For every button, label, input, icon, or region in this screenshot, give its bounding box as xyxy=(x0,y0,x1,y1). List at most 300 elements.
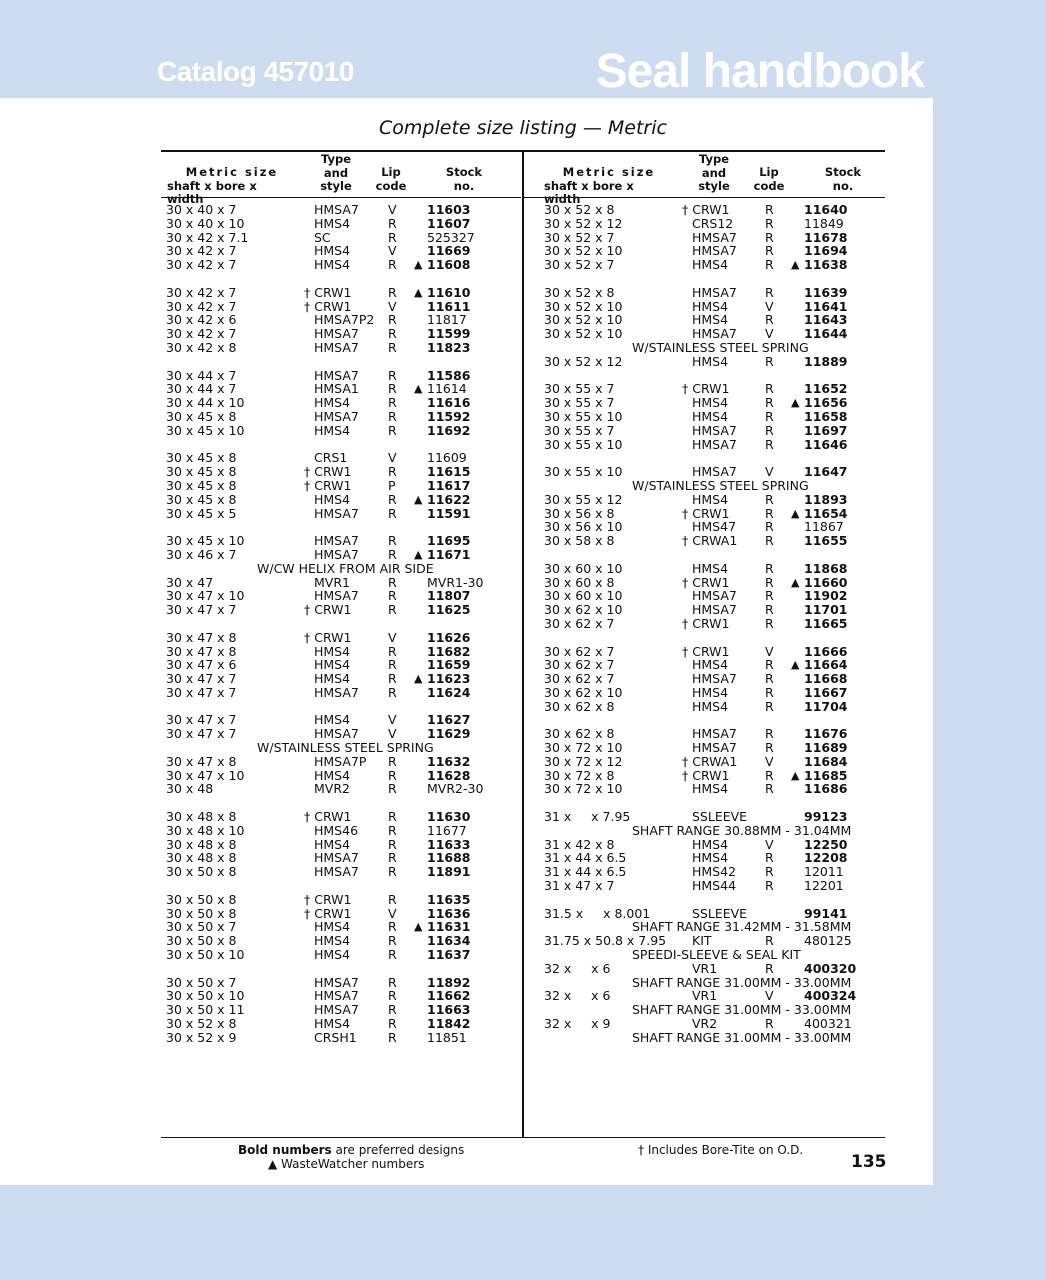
type-style: HMSA7 xyxy=(314,726,359,742)
stock-number: 11701 xyxy=(804,602,848,618)
type-style: HMS4 xyxy=(692,298,729,314)
lip-code: R xyxy=(388,588,397,604)
lip-code: R xyxy=(388,781,397,797)
table-row xyxy=(161,934,522,948)
type-style: † CRW1 xyxy=(682,643,730,659)
metric-size: 30 x 42 x 6 xyxy=(166,312,237,328)
table-row xyxy=(161,782,522,796)
type-style: HMS4 xyxy=(314,1016,351,1032)
metric-size: 30 x 47 x 10 xyxy=(166,588,245,604)
stock-number: 11647 xyxy=(804,464,848,480)
type-style: HMSA7 xyxy=(692,326,737,342)
stock-number: 11666 xyxy=(804,643,848,659)
table-row xyxy=(161,851,522,865)
stock-number: 11817 xyxy=(427,312,467,328)
table-row xyxy=(161,479,522,493)
wastewatcher-icon: ▲ xyxy=(414,285,423,299)
table-row xyxy=(161,824,522,838)
table-row xyxy=(161,755,522,769)
table-row xyxy=(524,934,885,948)
lip-code: R xyxy=(765,684,774,700)
col-stock-line2: no. xyxy=(832,178,854,193)
spacer-row xyxy=(161,796,522,810)
metric-size: 30 x 62 x 7 xyxy=(544,671,615,687)
lip-code: R xyxy=(765,615,774,631)
lip-code: R xyxy=(388,229,397,245)
type-style: MVR1 xyxy=(314,574,350,590)
metric-size: 30 x 44 x 10 xyxy=(166,395,245,411)
stock-number: 11629 xyxy=(427,726,471,742)
col-stock-line2: no. xyxy=(453,178,475,193)
table-row xyxy=(524,424,885,438)
table-row xyxy=(524,465,885,479)
row-note: W/STAINLESS STEEL SPRING xyxy=(257,740,434,756)
stock-number: 11823 xyxy=(427,339,471,355)
spacer-row xyxy=(524,369,885,383)
lip-code: R xyxy=(388,809,397,825)
col-lip-line1: Lip xyxy=(759,165,779,179)
stock-number: 11659 xyxy=(427,657,471,673)
table-row xyxy=(524,589,885,603)
lip-code: R xyxy=(388,422,397,438)
type-style: HMS4 xyxy=(692,657,729,673)
wastewatcher-icon: ▲ xyxy=(791,506,800,520)
table-row xyxy=(524,989,885,1003)
stock-number: 11667 xyxy=(804,684,848,700)
type-style: HMS4 xyxy=(314,215,351,231)
col-type-line3: style xyxy=(320,179,352,193)
lip-code: V xyxy=(765,836,774,852)
type-style: HMSA7 xyxy=(314,684,359,700)
stock-number: 11641 xyxy=(804,298,848,314)
table-row xyxy=(161,686,522,700)
metric-size: 30 x 42 x 7 xyxy=(166,257,237,273)
metric-size: 30 x 55 x 10 xyxy=(544,436,623,452)
stock-number: 11628 xyxy=(427,767,471,783)
stock-number: 11893 xyxy=(804,491,848,507)
col-type-line1: Type xyxy=(698,152,729,166)
table-row xyxy=(524,576,885,590)
header-rule-left xyxy=(161,197,521,198)
metric-size: 30 x 45 x 8 xyxy=(166,464,237,480)
metric-size: 30 x 48 xyxy=(166,781,214,797)
lip-code: R xyxy=(765,533,774,549)
table-row xyxy=(161,1003,522,1017)
spacer-row xyxy=(524,451,885,465)
metric-size: 30 x 45 x 8 xyxy=(166,491,237,507)
type-style: HMSA7 xyxy=(314,202,359,217)
spacer-row xyxy=(524,796,885,810)
stock-number: 11658 xyxy=(804,408,848,424)
lip-code: V xyxy=(765,988,774,1004)
table-row xyxy=(524,851,885,865)
metric-size: 30 x 42 x 7 xyxy=(166,243,237,259)
table-row xyxy=(161,672,522,686)
table-row xyxy=(161,631,522,645)
metric-size: 30 x 50 x 10 xyxy=(166,947,245,963)
type-style: † CRW1 xyxy=(304,891,352,907)
spacer-row xyxy=(524,631,885,645)
metric-size: 30 x 42 x 7 xyxy=(166,326,237,342)
spacer-row xyxy=(524,272,885,286)
type-style: HMS42 xyxy=(692,864,737,880)
table-row xyxy=(161,507,522,521)
col-type-line1: Type xyxy=(320,152,351,166)
stock-number: 11686 xyxy=(804,781,848,797)
lip-code: R xyxy=(765,353,774,369)
table-row xyxy=(524,217,885,231)
type-style: HMSA7 xyxy=(314,339,359,355)
stock-number: 11689 xyxy=(804,740,848,756)
size-list-right xyxy=(524,203,885,1045)
stock-number: 11678 xyxy=(804,229,848,245)
metric-size: 31.75 x 50.8 x 7.95 xyxy=(544,933,667,949)
wastewatcher-icon: ▲ xyxy=(414,547,423,561)
table-row xyxy=(161,948,522,962)
lip-code: V xyxy=(388,726,397,742)
wastewatcher-icon: ▲ xyxy=(414,920,423,934)
stock-number: 11626 xyxy=(427,629,471,645)
col-lip-line1: Lip xyxy=(381,165,401,179)
lip-code: R xyxy=(765,215,774,231)
col-size-line2: shaft x bore x width xyxy=(167,178,257,206)
row-note: SHAFT RANGE 30.88MM - 31.04MM xyxy=(632,822,852,838)
metric-size: 30 x 52 x 8 xyxy=(166,1016,237,1032)
lip-code: R xyxy=(765,229,774,245)
lip-code: V xyxy=(765,464,774,480)
lip-code: R xyxy=(765,422,774,438)
type-style: HMSA7 xyxy=(692,588,737,604)
metric-size: 30 x 50 x 8 xyxy=(166,905,237,921)
metric-size: 30 x 58 x 8 xyxy=(544,533,615,549)
metric-size: 30 x 47 x 8 xyxy=(166,629,237,645)
table-row xyxy=(524,741,885,755)
metric-size: 30 x 52 x 7 xyxy=(544,257,615,273)
col-lip-line2: code xyxy=(753,178,785,193)
type-style: HMS4 xyxy=(314,395,351,411)
table-row xyxy=(161,589,522,603)
metric-size: 30 x 45 x 5 xyxy=(166,505,237,521)
stock-number: 11652 xyxy=(804,381,848,397)
type-style: HMSA7 xyxy=(692,284,737,300)
table-row xyxy=(524,231,885,245)
type-style: HMS4 xyxy=(314,947,351,963)
table-row xyxy=(524,879,885,893)
table-row xyxy=(161,327,522,341)
lip-code: R xyxy=(388,574,397,590)
stock-number: 11631 xyxy=(427,919,471,935)
lip-code: R xyxy=(388,1029,397,1045)
stock-number: 11609 xyxy=(427,450,467,466)
row-note: SHAFT RANGE 31.42MM - 31.58MM xyxy=(632,919,852,935)
type-style: † CRWA1 xyxy=(682,753,738,769)
table-header-right xyxy=(524,152,885,206)
table-row xyxy=(161,217,522,231)
metric-size: 30 x 48 x 8 xyxy=(166,809,237,825)
stock-number: 11807 xyxy=(427,588,471,604)
lip-code: R xyxy=(388,602,397,618)
stock-number: 11692 xyxy=(427,422,471,438)
table-row xyxy=(524,327,885,341)
type-style: SSLEEVE xyxy=(692,809,748,825)
stock-number: 11624 xyxy=(427,684,471,700)
type-style: † CRW1 xyxy=(682,202,730,217)
table-row xyxy=(161,493,522,507)
table-row xyxy=(161,382,522,396)
metric-size: 30 x 45 x 8 xyxy=(166,450,237,466)
table-row xyxy=(161,424,522,438)
stock-number: MVR2-30 xyxy=(427,781,484,797)
col-stock-line1: Stock xyxy=(445,165,483,179)
lip-code: R xyxy=(388,836,397,852)
metric-size: 30 x 50 x 7 xyxy=(166,974,237,990)
stock-number: 525327 xyxy=(427,229,475,245)
table-row xyxy=(524,672,885,686)
type-style: † CRW1 xyxy=(682,505,730,521)
table-row xyxy=(524,534,885,548)
table-row xyxy=(524,810,885,824)
lip-code: R xyxy=(388,284,397,300)
metric-size: 30 x 60 x 10 xyxy=(544,588,623,604)
lip-code: R xyxy=(388,215,397,231)
table-row xyxy=(524,1017,885,1031)
table-row xyxy=(524,700,885,714)
stock-number: 11636 xyxy=(427,905,471,921)
stock-number: 11695 xyxy=(427,533,471,549)
metric-size: 30 x 62 x 8 xyxy=(544,726,615,742)
table-row xyxy=(161,286,522,300)
lip-code: V xyxy=(388,450,397,466)
type-style: HMS4 xyxy=(692,560,729,576)
lip-code: R xyxy=(765,1016,774,1032)
metric-size: 30 x 47 x 8 xyxy=(166,753,237,769)
wastewatcher-icon: ▲ xyxy=(791,658,800,672)
lip-code: R xyxy=(388,491,397,507)
metric-size: 30 x 48 x 10 xyxy=(166,822,245,838)
metric-size: 30 x 47 x 8 xyxy=(166,643,237,659)
lip-code: R xyxy=(765,436,774,452)
lip-code: R xyxy=(765,505,774,521)
row-note: SHAFT RANGE 31.00MM - 33.00MM xyxy=(632,1029,852,1045)
metric-size: 30 x 50 x 8 xyxy=(166,933,237,949)
metric-size: 30 x 47 x 7 xyxy=(166,726,237,742)
table-row xyxy=(161,231,522,245)
header-rule-right xyxy=(524,197,885,198)
type-style: HMS4 xyxy=(314,712,351,728)
type-style: HMS4 xyxy=(692,698,729,714)
stock-number: 11623 xyxy=(427,671,471,687)
metric-size: 30 x 62 x 8 xyxy=(544,698,615,714)
row-note: W/STAINLESS STEEL SPRING xyxy=(632,477,809,493)
metric-size: 30 x 60 x 10 xyxy=(544,560,623,576)
legend-bold-label: Bold numbers xyxy=(238,1143,332,1157)
note-row xyxy=(524,948,885,962)
wastewatcher-icon: ▲ xyxy=(791,396,800,410)
type-style: MVR2 xyxy=(314,781,350,797)
stock-number: 11643 xyxy=(804,312,848,328)
lip-code: R xyxy=(388,505,397,521)
stock-number: 11634 xyxy=(427,933,471,949)
table-row xyxy=(161,976,522,990)
type-style: † CRW1 xyxy=(304,298,352,314)
table-row xyxy=(161,989,522,1003)
col-size-line1: Metric size xyxy=(562,165,656,179)
metric-size: 30 x 52 x 7 xyxy=(544,229,615,245)
lip-code: V xyxy=(765,326,774,342)
stock-number: 11615 xyxy=(427,464,471,480)
table-row xyxy=(524,755,885,769)
lip-code: R xyxy=(765,560,774,576)
metric-size: 31 x 44 x 6.5 xyxy=(544,850,627,866)
type-style: † CRW1 xyxy=(304,905,352,921)
type-style: CRS1 xyxy=(314,450,348,466)
row-note: W/CW HELIX FROM AIR SIDE xyxy=(257,560,434,576)
metric-size: 30 x 47 x 7 xyxy=(166,712,237,728)
note-row xyxy=(524,1003,885,1017)
metric-size: 30 x 52 x 10 xyxy=(544,243,623,259)
stock-number: 11622 xyxy=(427,491,471,507)
page-title: Complete size listing — Metric xyxy=(379,117,667,139)
lip-code: R xyxy=(765,491,774,507)
col-type-line3: style xyxy=(698,179,730,193)
type-style: HMS4 xyxy=(314,836,351,852)
page-number: 135 xyxy=(851,1152,887,1172)
table-row xyxy=(161,341,522,355)
stock-number: 99141 xyxy=(804,905,848,921)
type-style: HMS4 xyxy=(692,395,729,411)
lip-code: R xyxy=(765,933,774,949)
type-style: † CRW1 xyxy=(304,809,352,825)
metric-size: 32 x x 6 xyxy=(544,988,611,1004)
metric-size: 30 x 56 x 8 xyxy=(544,505,615,521)
type-style: SC xyxy=(314,229,331,245)
table-row xyxy=(161,465,522,479)
stock-number: 11868 xyxy=(804,560,848,576)
table-row xyxy=(161,203,522,217)
stock-number: 11591 xyxy=(427,505,471,521)
stock-number: 480125 xyxy=(804,933,852,949)
table-row xyxy=(524,782,885,796)
type-style: HMS4 xyxy=(692,257,729,273)
metric-size: 30 x 52 x 10 xyxy=(544,312,623,328)
table-row xyxy=(524,865,885,879)
table-row xyxy=(161,727,522,741)
metric-size: 30 x 40 x 10 xyxy=(166,215,245,231)
type-style: SSLEEVE xyxy=(692,905,748,921)
spacer-row xyxy=(524,548,885,562)
metric-size: 30 x 62 x 7 xyxy=(544,643,615,659)
lip-code: R xyxy=(765,519,774,535)
lip-code: R xyxy=(388,546,397,562)
stock-number: 11665 xyxy=(804,615,848,631)
type-style: † CRW1 xyxy=(304,477,352,493)
stock-number: 11669 xyxy=(427,243,471,259)
table-row xyxy=(161,838,522,852)
table-row xyxy=(161,1031,522,1045)
stock-number: 11627 xyxy=(427,712,471,728)
metric-size: 30 x 56 x 10 xyxy=(544,519,623,535)
lip-code: R xyxy=(388,367,397,383)
metric-size: 30 x 62 x 10 xyxy=(544,684,623,700)
lip-code: R xyxy=(388,822,397,838)
stock-number: 11668 xyxy=(804,671,848,687)
catalog-number: Catalog 457010 xyxy=(157,56,354,87)
row-note: W/STAINLESS STEEL SPRING xyxy=(632,339,809,355)
type-style: HMSA7 xyxy=(314,988,359,1004)
col-type-line2: and xyxy=(323,165,349,180)
col-stock-line1: Stock xyxy=(824,165,862,179)
table-row xyxy=(524,658,885,672)
lip-code: V xyxy=(765,643,774,659)
type-style: † CRW1 xyxy=(304,602,352,618)
lip-code: V xyxy=(388,712,397,728)
lip-code: R xyxy=(765,671,774,687)
lip-code: P xyxy=(388,477,396,493)
table-row xyxy=(161,865,522,879)
note-row xyxy=(161,562,522,576)
type-style: HMS4 xyxy=(314,643,351,659)
table-row xyxy=(161,920,522,934)
type-style: HMS4 xyxy=(314,933,351,949)
legend-bold-text: are preferred designs xyxy=(331,1143,465,1157)
table-row xyxy=(161,893,522,907)
metric-size: 30 x 45 x 10 xyxy=(166,533,245,549)
metric-size: 30 x 42 x 8 xyxy=(166,339,237,355)
table-row xyxy=(161,534,522,548)
table-row xyxy=(524,562,885,576)
metric-size: 30 x 55 x 12 xyxy=(544,491,623,507)
type-style: VR1 xyxy=(692,960,718,976)
stock-number: 11902 xyxy=(804,588,848,604)
stock-number: 12011 xyxy=(804,864,844,880)
table-row xyxy=(524,244,885,258)
table-row xyxy=(524,258,885,272)
lip-code: R xyxy=(765,850,774,866)
type-style: HMSA7 xyxy=(692,436,737,452)
type-style: HMS4 xyxy=(314,257,351,273)
stock-number: 11849 xyxy=(804,215,844,231)
table-row xyxy=(524,203,885,217)
lip-code: R xyxy=(765,740,774,756)
type-style: HMSA7 xyxy=(314,546,359,562)
table-row xyxy=(161,1017,522,1031)
type-style: HMSA7 xyxy=(314,850,359,866)
lip-code: R xyxy=(765,657,774,673)
metric-size: 30 x 62 x 7 xyxy=(544,657,615,673)
type-style: HMSA7 xyxy=(314,408,359,424)
metric-size: 30 x 47 x 7 xyxy=(166,684,237,700)
lip-code: R xyxy=(765,284,774,300)
note-row xyxy=(161,741,522,755)
metric-size: 32 x x 6 xyxy=(544,960,611,976)
type-style: HMS4 xyxy=(314,657,351,673)
table-row xyxy=(524,603,885,617)
type-style: HMSA7 xyxy=(692,726,737,742)
lip-code: R xyxy=(388,753,397,769)
metric-size: 30 x 48 x 8 xyxy=(166,850,237,866)
lip-code: V xyxy=(388,905,397,921)
row-note: SHAFT RANGE 31.00MM - 33.00MM xyxy=(632,974,852,990)
table-row xyxy=(524,686,885,700)
lip-code: R xyxy=(388,1016,397,1032)
stock-number: 11630 xyxy=(427,809,471,825)
type-style: KIT xyxy=(692,933,712,949)
lip-code: R xyxy=(765,257,774,273)
table-row xyxy=(524,838,885,852)
stock-number: 400321 xyxy=(804,1016,852,1032)
metric-size: 30 x 44 x 7 xyxy=(166,367,237,383)
stock-number: 11682 xyxy=(427,643,471,659)
